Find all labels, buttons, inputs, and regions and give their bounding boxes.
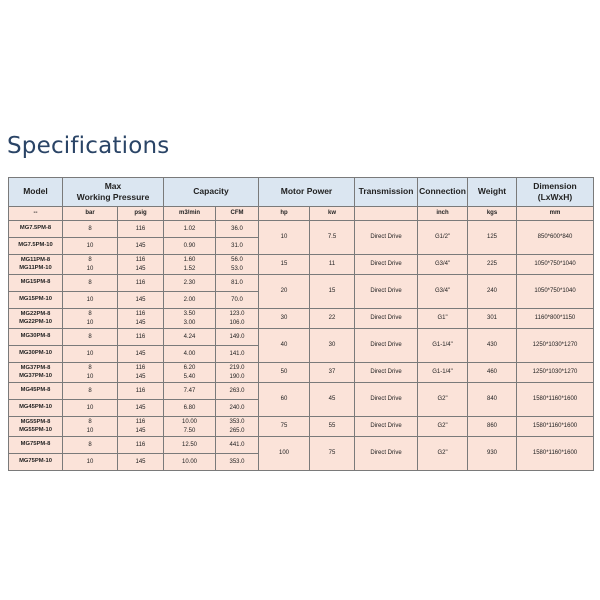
m3-value: 12.50 — [181, 441, 197, 448]
bar-cell — [63, 255, 118, 275]
bar-value: 8 — [88, 419, 92, 426]
cfm-cell — [216, 417, 259, 437]
m3-value: 3.00 — [183, 319, 196, 326]
unit-kw: kw — [310, 207, 355, 221]
model-cell — [9, 255, 63, 275]
psig-cell — [118, 437, 164, 454]
connection-cell: G1-1/4" — [418, 363, 468, 383]
model-value: MG45PM-8 — [20, 387, 51, 394]
units-row — [9, 207, 594, 221]
bar-value: 8 — [88, 311, 92, 318]
bar-value: 10 — [86, 427, 94, 434]
model-cell — [9, 400, 63, 417]
m3-value: 4.24 — [183, 333, 196, 340]
cfm-cell — [216, 255, 259, 275]
model-cell — [9, 275, 63, 292]
bar-cell — [63, 238, 118, 255]
table-row — [9, 329, 594, 346]
unit-connection: inch — [418, 207, 468, 221]
m3-cell — [164, 363, 216, 383]
header-pressure-line2: Working Pressure — [76, 192, 150, 202]
cfm-value: 441.0 — [229, 441, 245, 448]
header-dimension-line2: (LxWxH) — [537, 192, 573, 202]
m3-value: 1.60 — [183, 257, 196, 264]
table-row — [9, 255, 594, 275]
psig-value: 116 — [135, 333, 146, 340]
specifications-table — [8, 177, 594, 471]
cfm-value: 106.0 — [229, 319, 245, 326]
cfm-value: 31.0 — [231, 242, 243, 249]
page-title: Specifications — [7, 133, 170, 159]
weight-cell: 430 — [468, 329, 517, 363]
psig-value: 145 — [135, 404, 146, 411]
model-value: MG11PM-10 — [19, 264, 52, 271]
dimension-cell: 1580*1160*1600 — [517, 437, 594, 471]
bar-cell — [63, 292, 118, 309]
psig-cell — [118, 454, 164, 471]
cfm-cell — [216, 329, 259, 346]
m3-value: 2.00 — [183, 296, 196, 303]
table-row — [9, 437, 594, 454]
table-row — [9, 309, 594, 329]
dimension-cell: 1250*1030*1270 — [517, 363, 594, 383]
model-cell — [9, 221, 63, 238]
cfm-value: 36.0 — [231, 225, 243, 232]
header-dimension-line1: Dimension — [533, 180, 577, 191]
dimension-cell: 850*600*840 — [517, 221, 594, 255]
kw-cell: 7.5 — [310, 221, 355, 255]
cfm-value: 353.0 — [229, 458, 245, 465]
weight-cell: 240 — [468, 275, 517, 309]
bar-value: 10 — [86, 242, 94, 249]
model-cell — [9, 309, 63, 329]
bar-value: 10 — [86, 296, 94, 303]
m3-value: 5.40 — [183, 373, 196, 380]
model-value: MG7.5PM-8 — [19, 225, 52, 232]
bar-value: 8 — [88, 387, 92, 394]
dimension-cell: 1050*750*1040 — [517, 255, 594, 275]
model-value: MG15PM-8 — [20, 279, 51, 286]
table-row — [9, 417, 594, 437]
psig-value: 145 — [135, 373, 146, 380]
kw-cell: 45 — [310, 383, 355, 417]
cfm-cell — [216, 383, 259, 400]
transmission-cell: Direct Drive — [355, 309, 418, 329]
bar-cell — [63, 363, 118, 383]
model-cell — [9, 346, 63, 363]
m3-value: 7.47 — [183, 387, 196, 394]
bar-cell — [63, 309, 118, 329]
psig-cell — [118, 329, 164, 346]
kw-cell: 37 — [310, 363, 355, 383]
kw-cell: 15 — [310, 275, 355, 309]
psig-cell — [118, 221, 164, 238]
unit-dimension: mm — [517, 207, 594, 221]
header-transmission: Transmission — [355, 178, 418, 207]
kw-cell: 75 — [310, 437, 355, 471]
bar-value: 10 — [86, 373, 94, 380]
psig-value: 145 — [135, 350, 146, 357]
bar-cell — [63, 275, 118, 292]
m3-cell — [164, 221, 216, 238]
psig-value: 116 — [135, 279, 146, 286]
unit-cfm: CFM — [216, 207, 259, 221]
hp-cell: 30 — [259, 309, 310, 329]
model-cell — [9, 292, 63, 309]
bar-cell — [63, 383, 118, 400]
psig-value: 116 — [135, 225, 146, 232]
bar-cell — [63, 400, 118, 417]
cfm-value: 219.0 — [229, 365, 245, 372]
model-cell — [9, 454, 63, 471]
cfm-cell — [216, 400, 259, 417]
psig-cell — [118, 238, 164, 255]
kw-cell: 22 — [310, 309, 355, 329]
m3-value: 0.90 — [183, 242, 196, 249]
model-value: MG55PM-8 — [20, 418, 51, 425]
kw-cell: 30 — [310, 329, 355, 363]
psig-value: 116 — [135, 311, 146, 318]
weight-cell: 840 — [468, 383, 517, 417]
weight-cell: 460 — [468, 363, 517, 383]
model-value: MG22PM-8 — [20, 310, 51, 317]
model-value: MG45PM-10 — [19, 404, 52, 411]
bar-value: 10 — [86, 265, 94, 272]
psig-value: 116 — [135, 419, 146, 426]
m3-cell — [164, 238, 216, 255]
m3-value: 2.30 — [183, 279, 196, 286]
connection-cell: G2" — [418, 383, 468, 417]
model-value: MG37PM-10 — [19, 372, 52, 379]
model-cell — [9, 383, 63, 400]
model-value: MG55PM-10 — [19, 426, 52, 433]
model-value: MG30PM-8 — [20, 333, 51, 340]
model-cell — [9, 329, 63, 346]
bar-cell — [63, 346, 118, 363]
transmission-cell: Direct Drive — [355, 437, 418, 471]
model-value: MG22PM-10 — [19, 318, 52, 325]
header-dimension — [517, 178, 594, 207]
kw-cell: 55 — [310, 417, 355, 437]
bar-value: 8 — [88, 441, 92, 448]
dimension-cell: 1580*1160*1600 — [517, 383, 594, 417]
weight-cell: 125 — [468, 221, 517, 255]
connection-cell: G1/2" — [418, 221, 468, 255]
bar-cell — [63, 454, 118, 471]
cfm-value: 70.0 — [231, 296, 243, 303]
table-row — [9, 275, 594, 292]
table-row — [9, 363, 594, 383]
model-value: MG37PM-8 — [20, 364, 51, 371]
bar-value: 10 — [86, 350, 94, 357]
psig-value: 116 — [135, 257, 146, 264]
hp-cell: 40 — [259, 329, 310, 363]
hp-cell: 15 — [259, 255, 310, 275]
cfm-value: 81.0 — [231, 279, 243, 286]
connection-cell: G2" — [418, 417, 468, 437]
bar-value: 8 — [88, 365, 92, 372]
bar-cell — [63, 329, 118, 346]
cfm-value: 53.0 — [231, 265, 243, 272]
hp-cell: 75 — [259, 417, 310, 437]
m3-cell — [164, 454, 216, 471]
m3-value: 4.00 — [183, 350, 196, 357]
cfm-value: 353.0 — [229, 419, 245, 426]
m3-cell — [164, 275, 216, 292]
header-motor-power: Motor Power — [259, 178, 355, 207]
m3-value: 1.02 — [183, 225, 196, 232]
unit-psig: psig — [118, 207, 164, 221]
hp-cell: 100 — [259, 437, 310, 471]
dimension-cell: 1250*1030*1270 — [517, 329, 594, 363]
transmission-cell: Direct Drive — [355, 383, 418, 417]
cfm-value: 56.0 — [231, 257, 243, 264]
psig-value: 145 — [135, 265, 146, 272]
m3-cell — [164, 292, 216, 309]
weight-cell: 860 — [468, 417, 517, 437]
header-row — [9, 178, 594, 207]
psig-value: 145 — [135, 242, 146, 249]
model-cell — [9, 417, 63, 437]
weight-cell: 225 — [468, 255, 517, 275]
model-value: MG30PM-10 — [19, 350, 52, 357]
m3-value: 1.52 — [183, 265, 196, 272]
bar-value: 8 — [88, 225, 92, 232]
unit-model: -- — [9, 207, 63, 221]
m3-value: 6.80 — [183, 404, 196, 411]
cfm-value: 190.0 — [229, 373, 245, 380]
m3-cell — [164, 255, 216, 275]
kw-cell: 11 — [310, 255, 355, 275]
connection-cell: G1-1/4" — [418, 329, 468, 363]
weight-cell: 930 — [468, 437, 517, 471]
psig-cell — [118, 363, 164, 383]
model-cell — [9, 437, 63, 454]
m3-cell — [164, 329, 216, 346]
dimension-cell: 1050*750*1040 — [517, 275, 594, 309]
psig-value: 145 — [135, 427, 146, 434]
bar-cell — [63, 437, 118, 454]
m3-cell — [164, 383, 216, 400]
table-row — [9, 221, 594, 238]
bar-value: 10 — [86, 458, 94, 465]
transmission-cell: Direct Drive — [355, 221, 418, 255]
cfm-value: 149.0 — [229, 333, 245, 340]
unit-m3: m3/min — [164, 207, 216, 221]
header-pressure-line1: Max — [104, 180, 122, 191]
bar-cell — [63, 221, 118, 238]
cfm-cell — [216, 454, 259, 471]
psig-value: 116 — [135, 387, 146, 394]
weight-cell: 301 — [468, 309, 517, 329]
header-connection: Connection — [418, 178, 468, 207]
m3-value: 10.00 — [181, 458, 197, 465]
cfm-cell — [216, 238, 259, 255]
model-value: MG7.5PM-10 — [18, 242, 53, 249]
transmission-cell: Direct Drive — [355, 363, 418, 383]
model-value: MG75PM-8 — [20, 441, 51, 448]
header-pressure — [63, 178, 164, 207]
m3-value: 6.20 — [183, 365, 196, 372]
psig-cell — [118, 255, 164, 275]
m3-cell — [164, 346, 216, 363]
cfm-value: 123.0 — [229, 311, 245, 318]
header-capacity: Capacity — [164, 178, 259, 207]
cfm-cell — [216, 275, 259, 292]
cfm-value: 240.0 — [229, 404, 245, 411]
dimension-cell: 1160*800*1150 — [517, 309, 594, 329]
psig-value: 116 — [135, 441, 146, 448]
model-value: MG15PM-10 — [19, 296, 52, 303]
bar-value: 8 — [88, 333, 92, 340]
cfm-value: 263.0 — [229, 387, 245, 394]
model-value: MG75PM-10 — [19, 458, 52, 465]
m3-cell — [164, 417, 216, 437]
unit-weight: kgs — [468, 207, 517, 221]
bar-cell — [63, 417, 118, 437]
psig-cell — [118, 275, 164, 292]
hp-cell: 50 — [259, 363, 310, 383]
psig-value: 116 — [135, 365, 146, 372]
transmission-cell: Direct Drive — [355, 417, 418, 437]
hp-cell: 10 — [259, 221, 310, 255]
connection-cell: G2" — [418, 437, 468, 471]
hp-cell: 20 — [259, 275, 310, 309]
cfm-value: 265.0 — [229, 427, 245, 434]
bar-value: 10 — [86, 319, 94, 326]
m3-value: 7.50 — [183, 427, 196, 434]
hp-cell: 60 — [259, 383, 310, 417]
cfm-cell — [216, 363, 259, 383]
bar-value: 8 — [88, 279, 92, 286]
unit-bar: bar — [63, 207, 118, 221]
psig-cell — [118, 417, 164, 437]
header-weight: Weight — [468, 178, 517, 207]
psig-value: 145 — [135, 458, 146, 465]
m3-value: 3.50 — [183, 311, 196, 318]
unit-transmission — [355, 207, 418, 221]
cfm-cell — [216, 346, 259, 363]
psig-cell — [118, 346, 164, 363]
connection-cell: G1" — [418, 309, 468, 329]
m3-cell — [164, 400, 216, 417]
m3-value: 10.00 — [181, 419, 197, 426]
model-cell — [9, 238, 63, 255]
psig-value: 145 — [135, 319, 146, 326]
psig-cell — [118, 292, 164, 309]
cfm-value: 141.0 — [229, 350, 245, 357]
model-cell — [9, 363, 63, 383]
dimension-cell: 1580*1160*1600 — [517, 417, 594, 437]
cfm-cell — [216, 437, 259, 454]
psig-cell — [118, 400, 164, 417]
psig-cell — [118, 309, 164, 329]
m3-cell — [164, 309, 216, 329]
header-model: Model — [9, 178, 63, 207]
cfm-cell — [216, 309, 259, 329]
bar-value: 8 — [88, 257, 92, 264]
connection-cell: G3/4" — [418, 255, 468, 275]
bar-value: 10 — [86, 404, 94, 411]
psig-cell — [118, 383, 164, 400]
cfm-cell — [216, 292, 259, 309]
psig-value: 145 — [135, 296, 146, 303]
unit-hp: hp — [259, 207, 310, 221]
transmission-cell: Direct Drive — [355, 255, 418, 275]
transmission-cell: Direct Drive — [355, 275, 418, 309]
connection-cell: G3/4" — [418, 275, 468, 309]
model-value: MG11PM-8 — [20, 256, 51, 263]
m3-cell — [164, 437, 216, 454]
table-row — [9, 383, 594, 400]
transmission-cell: Direct Drive — [355, 329, 418, 363]
cfm-cell — [216, 221, 259, 238]
